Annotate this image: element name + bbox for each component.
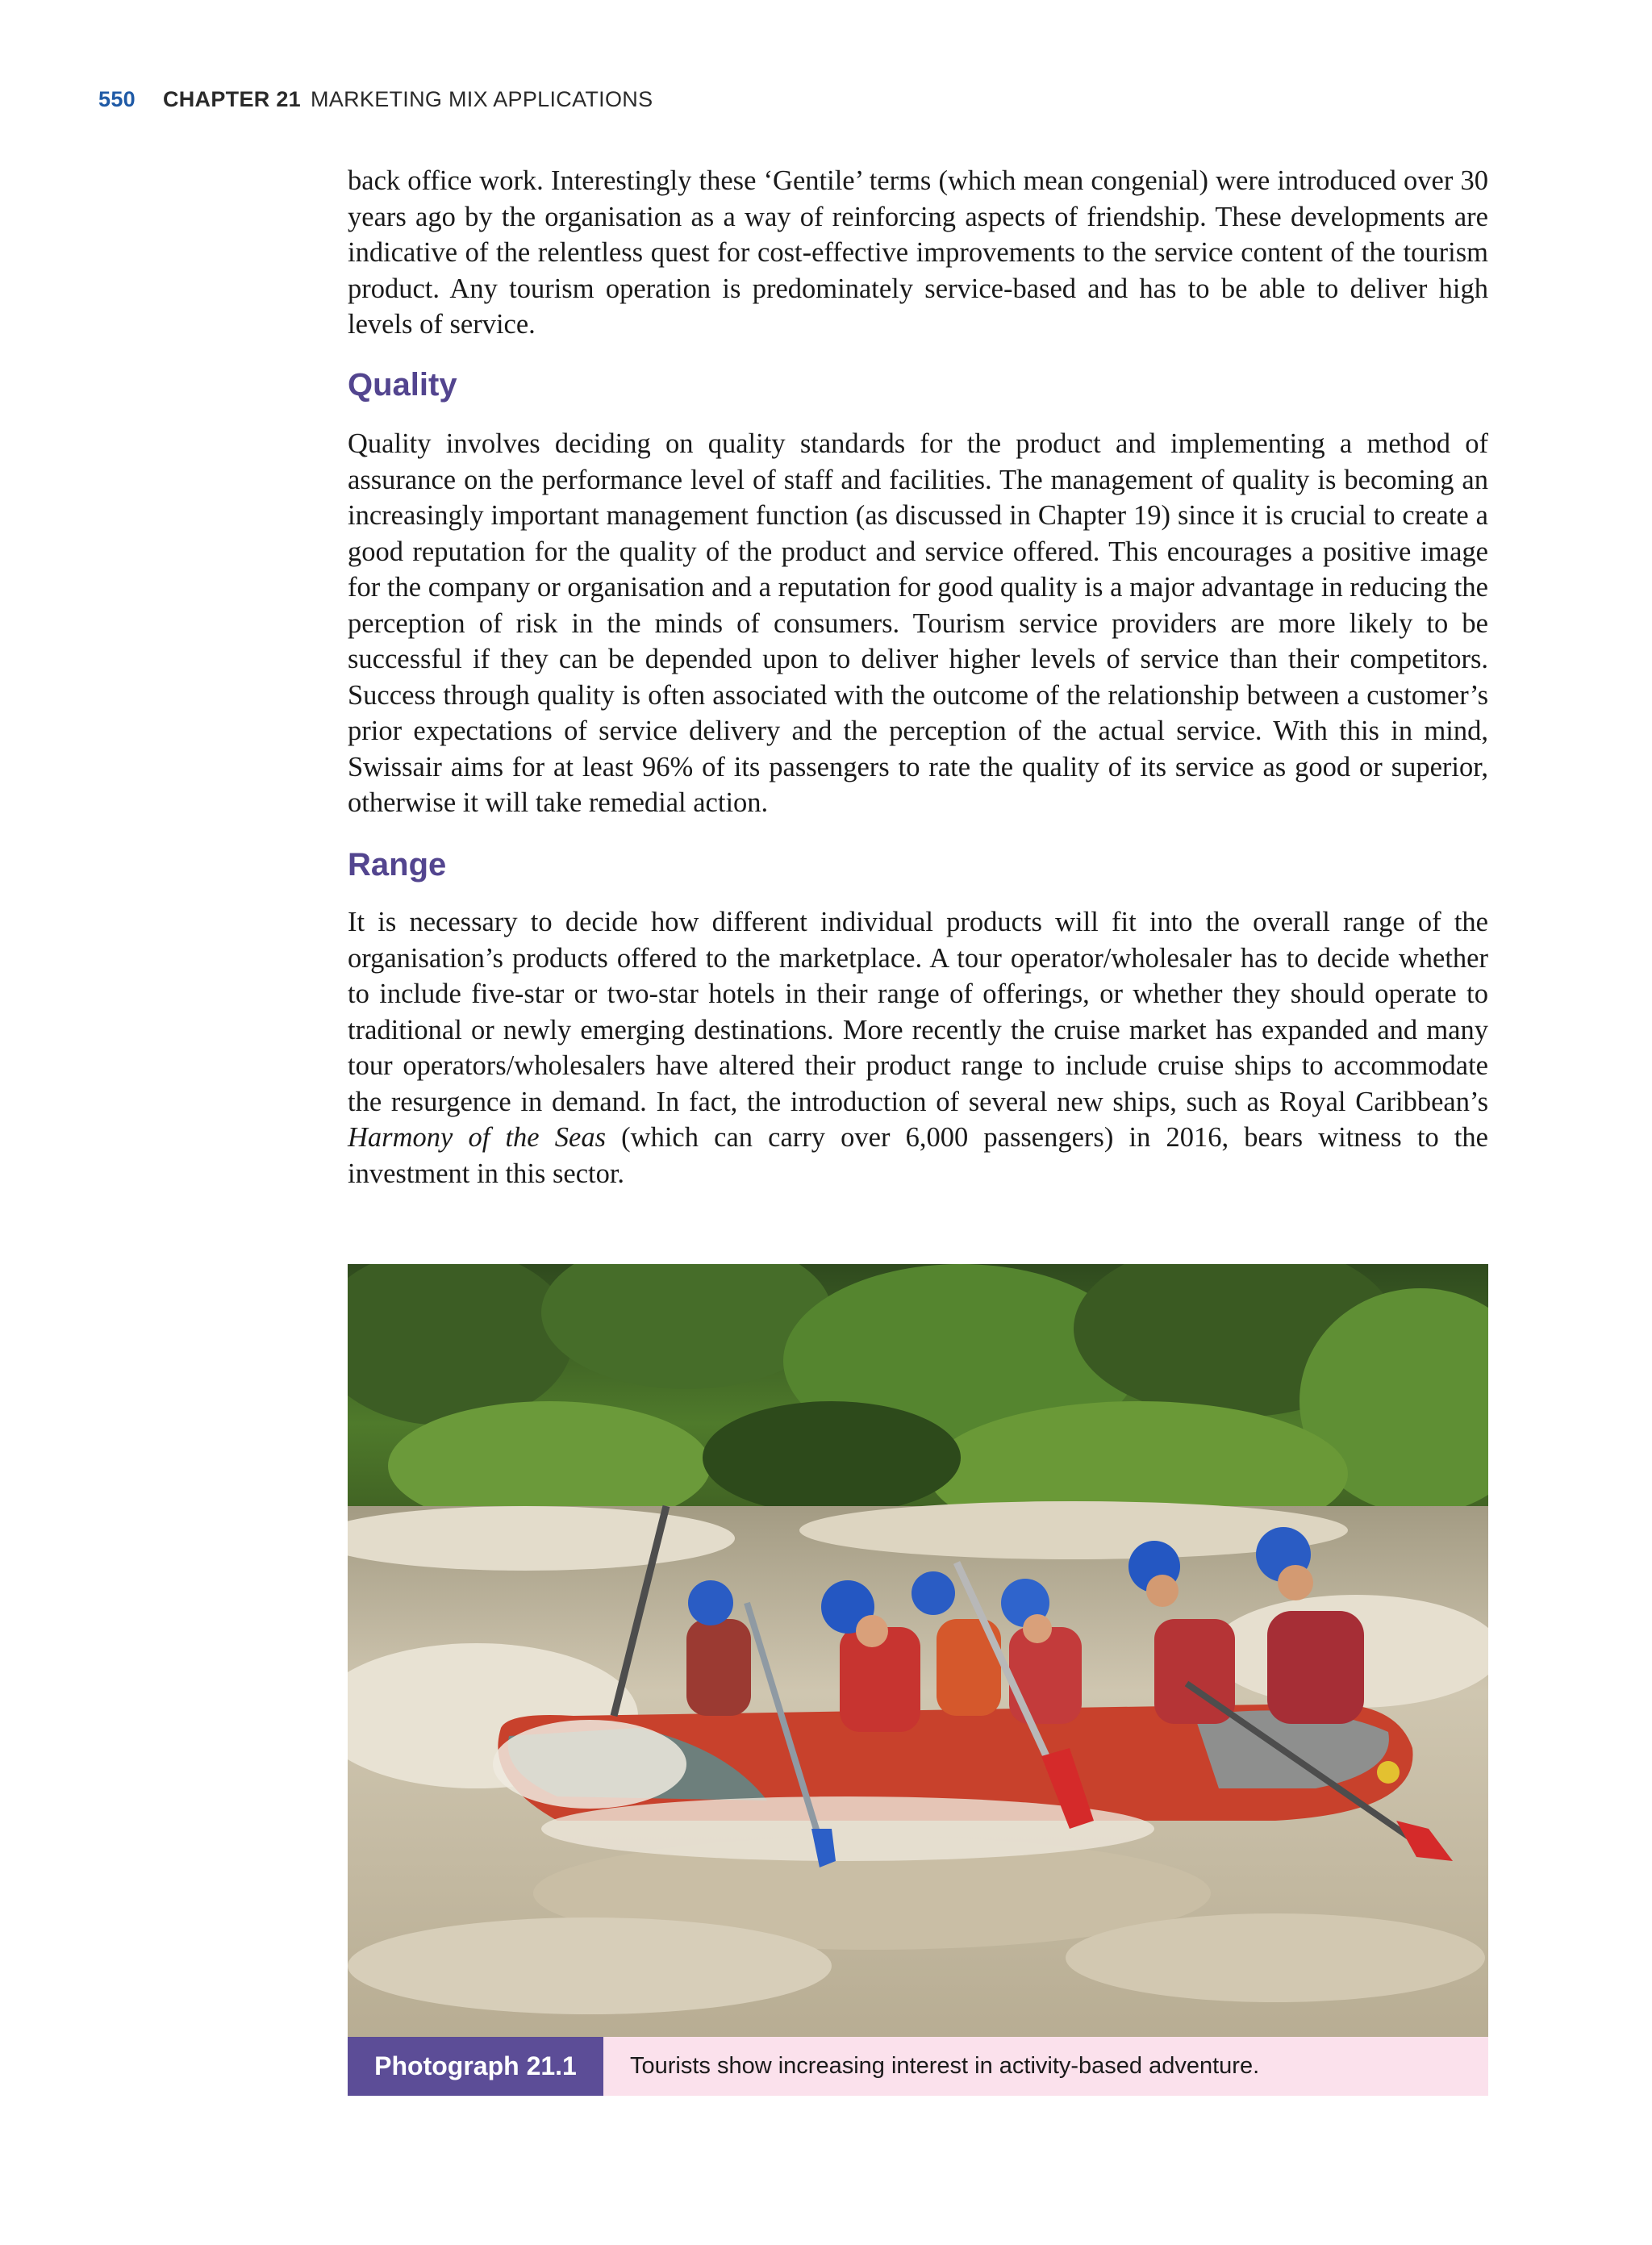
intro-paragraph: back office work. Interestingly these ‘Gentile’ terms (which mean congenial) were introduced over 30 years ago by the organisation as a way of reinforcing aspects of friendship. These developments are indicative of the relentless quest for cost-effective improvements to the service content of the tourism product. Any tourism operation is predominately service-based and has to be able to deliver high levels of service.: [348, 165, 1488, 340]
rafting-photograph: [348, 1264, 1488, 2037]
figure-caption-text: Tourists show increasing interest in activity-based adventure.: [630, 2053, 1260, 2079]
range-paragraph-text-1: It is necessary to decide how different individual products will fit into the overall range of the organisation’s products offered to the marketplace. A tour operator/wholesaler has to decide whether to include five-star or two-star hotels in their range of offerings, or whether they should operate to traditional or newly emerging destinations. More recently the cruise market has expanded and many tour operators/wholesalers have altered their product range to include cruise ships to accommodate the resurgence in demand. In fact, the introduction of several new ships, such as Royal Caribbean’s: [348, 907, 1488, 1117]
ship-name: Harmony of the Seas: [348, 1122, 607, 1153]
section-heading-range: Range: [348, 847, 447, 883]
range-paragraph: [348, 904, 1488, 1191]
chapter-title: MARKETING MIX APPLICATIONS: [311, 87, 653, 111]
quality-paragraph: Quality involves deciding on quality standards for the product and implementing a method of assurance on the performance level of staff and facilities. The management of quality is becoming an increasingly important management function (as discussed in Chapter 19) since it is crucial to create a good reputation for the quality of the product and service offered. This encourages a positive image for the company or organisation and a reputation for good quality is a major advantage in reducing the perception of risk in the minds of consumers. Tourism service providers are more likely to be successful if they can be depended upon to deliver higher levels of service than their competitors. Success through quality is often associated with the outcome of the relationship between a customer’s prior expectations of service delivery and the perception of the actual service. With this in mind, Swissair aims for at least 96% of its passengers to rate the quality of its service as good or superior, otherwise it will take remedial action.: [348, 428, 1488, 818]
running-head: [98, 87, 653, 112]
range-paragraph-text-2: (which can carry over 6,000 passengers) in 2016, bears witness to the investment in this sector.: [348, 1122, 1488, 1189]
figure-label: Photograph 21.1: [348, 2037, 603, 2096]
page-number: 550: [98, 87, 136, 111]
section-heading-quality: Quality: [348, 367, 457, 403]
chapter-label: CHAPTER 21: [162, 87, 301, 111]
figure-caption: [348, 2037, 1488, 2096]
